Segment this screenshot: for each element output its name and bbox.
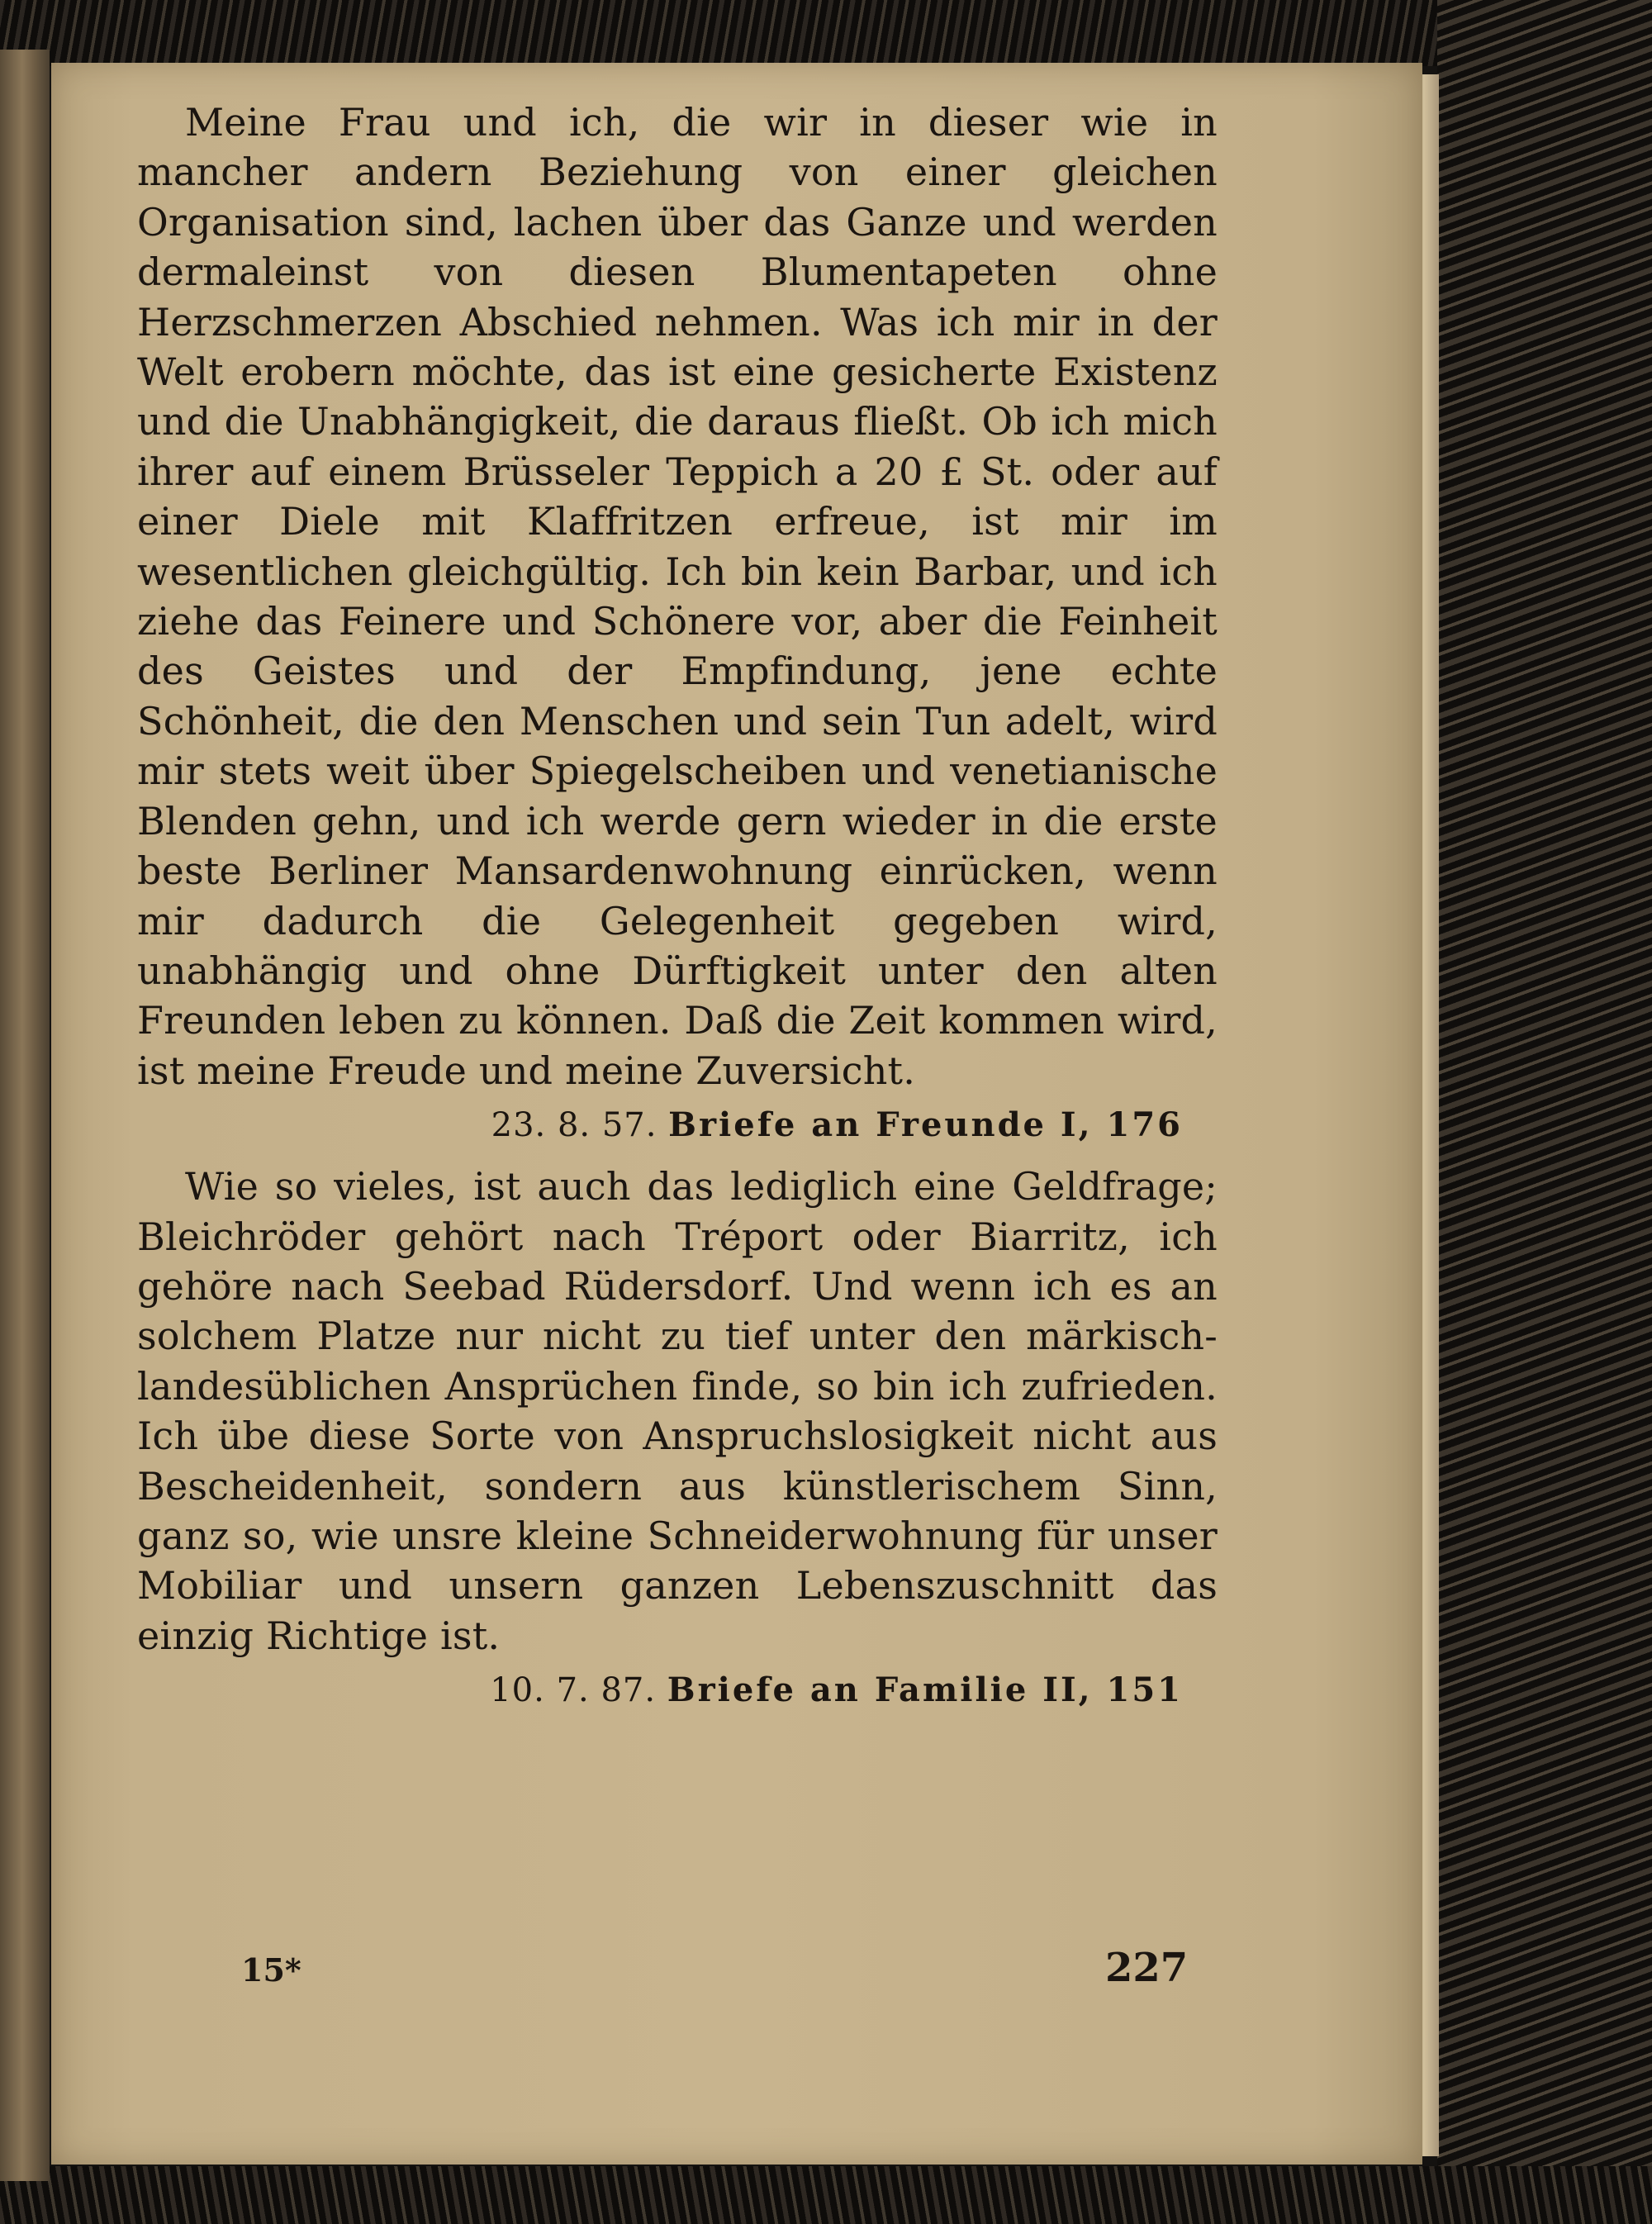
citation-2 <box>137 1666 1218 1715</box>
book-cover-bottom <box>0 2166 1652 2224</box>
page-number: 227 <box>1105 1945 1189 1991</box>
citation-2-date: 10. 7. 87. <box>490 1671 657 1710</box>
citation-1-source: Briefe an Freunde I, 176 <box>668 1105 1183 1145</box>
citation-1 <box>137 1100 1218 1150</box>
book-spine-edge <box>0 50 50 2181</box>
citation-1-date: 23. 8. 57. <box>491 1106 657 1145</box>
citation-2-source: Briefe an Familie II, 151 <box>667 1670 1183 1710</box>
paragraph-2: Wie so vieles, ist auch das lediglich eine Geldfrage; Bleichröder gehört nach Tréport oder Biarritz, ich gehöre nach Seebad Rüdersdorf. Und wenn ich es an solchem Platze nur nicht zu tief unter den märkisch-landesüblichen Ansprüchen finde, so bin ich zufrieden. Ich übe diese Sorte von Anspruchslosigkeit nicht aus Bescheidenheit, sondern aus künstlerischem Sinn, ganz so, wie unsre kleine Schneiderwohnung für unser Mobiliar und unsern ganzen Lebenszuschnitt das einzig Richtige ist. <box>137 1164 1218 1658</box>
paragraph-1: Meine Frau und ich, die wir in dieser wie in mancher andern Beziehung von einer gleichen Organisation sind, lachen über das Ganze und werden dermaleinst von diesen Blumentapeten ohne Herzschmerzen Abschied nehmen. Was ich mir in der Welt erobern möchte, das ist eine gesicherte Existenz und die Unabhängigkeit, die daraus fließt. Ob ich mich ihrer auf einem Brüsseler Teppich a 20 £ St. oder auf einer Diele mit Klaffritzen erfreue, ist mir im wesentlichen gleichgültig. Ich bin kein Barbar, und ich ziehe das Feinere und Schönere vor, aber die Feinheit des Geistes und der Empfindung, jene echte Schönheit, die den Menschen und sein Tun adelt, wird mir stets weit über Spiegelscheiben und venetianische Blenden gehn, und ich werde gern wieder in die erste beste Berliner Mansardenwohnung einrücken, wenn mir dadurch die Gelegenheit gegeben wird, unabhängig und ohne Dürftigkeit unter den alten Freunden leben zu können. Daß die Zeit kommen wird, ist meine Freude und meine Zuversicht. <box>137 100 1218 1093</box>
page-text-block <box>137 97 1218 1727</box>
signature-mark: 15* <box>241 1951 301 1989</box>
book-cover-right <box>1437 0 1652 2224</box>
book-cover-top <box>0 0 1652 66</box>
